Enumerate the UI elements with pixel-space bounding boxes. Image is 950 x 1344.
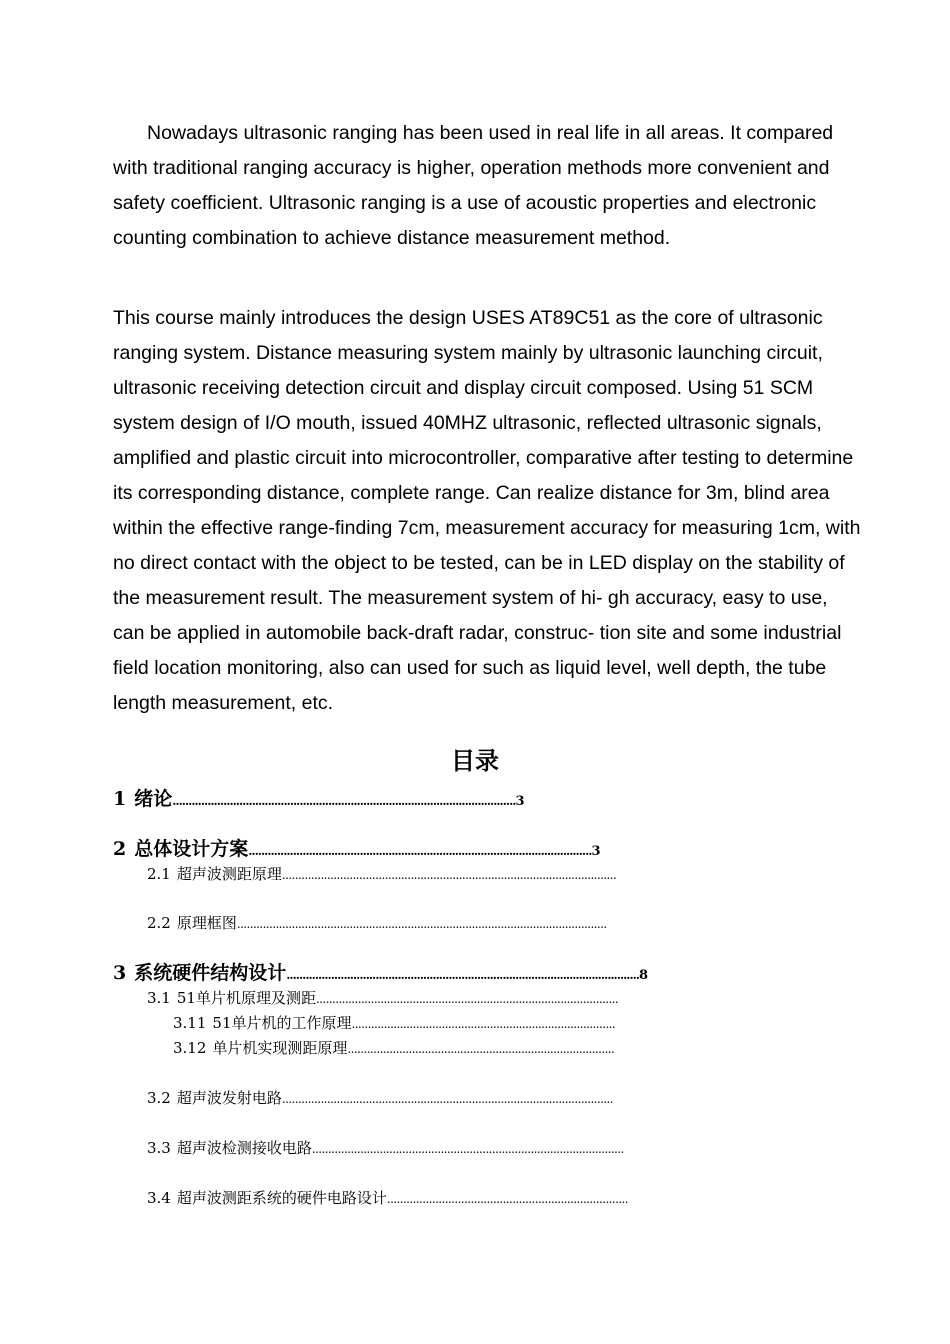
toc-entry-number: 3: [113, 962, 127, 984]
toc-entry-title: 系统硬件结构设计: [134, 962, 287, 984]
abstract-paragraph-1: [113, 116, 863, 256]
toc-leader-dots: ........................................................................................................: [281, 868, 617, 882]
toc-entry-number: 3.11: [173, 1014, 207, 1032]
toc-leader-dots: .......................................................................................................: [281, 1092, 613, 1106]
toc-entry-2-2[interactable]: [147, 912, 607, 935]
toc-entry-number: 2: [113, 838, 127, 860]
toc-entry-number: 2.2: [147, 914, 171, 932]
toc-entry-3-11[interactable]: [173, 1012, 615, 1035]
toc-entry-3-12[interactable]: [173, 1037, 614, 1060]
toc-leader-dots: .................................................................................................: [311, 1142, 624, 1156]
toc-entry-2[interactable]: [113, 836, 601, 865]
toc-entry-3-1[interactable]: [147, 987, 618, 1010]
toc-entry-3-3[interactable]: [147, 1137, 624, 1160]
toc-entry-title: 51单片机原理及测距: [176, 989, 316, 1007]
toc-entry-number: 3.3: [147, 1139, 171, 1157]
toc-entry-title: 绪论: [134, 788, 173, 810]
toc-entry-number: 3.4: [147, 1189, 171, 1207]
toc-leader-dots: ...................................................................................................................: [236, 917, 607, 931]
toc-entry-title: 51单片机的工作原理: [212, 1014, 352, 1032]
toc-entry-1[interactable]: [113, 786, 525, 815]
toc-entry-title: 单片机实现测距原理: [212, 1039, 348, 1057]
toc-leader-dots: ..............................................................................................: [315, 992, 619, 1006]
toc-entry-3-4[interactable]: [147, 1187, 628, 1210]
toc-title: 目录: [451, 747, 499, 775]
toc-entry-title: 超声波检测接收电路: [176, 1139, 312, 1157]
paragraph-text: This course mainly introduces the design USES AT89C51 as the core of ultrasonic ranging system. Distance measuring system mainly by ultrasonic launching circuit, ultrasonic receiving detection circuit and display circuit composed. Using 51 SCM system design of I/O mouth, issued 40MHZ ultrasonic, reflected ultrasonic signals, amplified and plastic circuit into microcontroller, comparative after testing to determine its corresponding distance, complete range. Can realize distance for 3m, blind area within the effective range-finding 7cm, measurement accuracy for measuring 1cm, with no direct contact with the object to be tested, can be in LED display on the stability of the measurement result. The measurement system of hi- gh accuracy, easy to use, can be applied in automobile back-draft radar, construc- tion site and some industrial field location monitoring, also can used for such as liquid level, well depth, the tube length measurement, etc.: [113, 307, 861, 714]
toc-entry-title: 超声波发射电路: [176, 1089, 282, 1107]
toc-leader-dots: ...............................................................................................................: [286, 968, 639, 982]
toc-leader-dots: ............................................................................................................: [248, 844, 592, 858]
toc-entry-number: 3.1: [147, 989, 171, 1007]
abstract-paragraph-2: [113, 301, 863, 721]
toc-entry-number: 3.12: [173, 1039, 207, 1057]
toc-leader-dots: ...................................................................................: [347, 1042, 615, 1056]
toc-leader-dots: ............................................................................................................: [172, 794, 516, 808]
toc-leader-dots: ...........................................................................: [386, 1192, 628, 1206]
toc-entry-title: 原理框图: [176, 914, 237, 932]
toc-page-number: 3: [591, 844, 601, 859]
toc-page-number: 3: [515, 794, 525, 809]
toc-entry-title: 超声波测距原理: [176, 865, 282, 883]
toc-entry-2-1[interactable]: [147, 863, 616, 886]
toc-entry-number: 1: [113, 788, 127, 810]
toc-entry-title: 总体设计方案: [134, 838, 249, 860]
paragraph-text: Nowadays ultrasonic ranging has been used in real life in all areas. It compared with traditional ranging accuracy is higher, operation methods more convenient and safety coefficient. Ultrasonic ranging is a use of acoustic properties and electronic counting combination to achieve distance measurement method.: [113, 122, 834, 249]
toc-entry-3-2[interactable]: [147, 1087, 613, 1110]
toc-entry-3[interactable]: [113, 960, 648, 989]
toc-leader-dots: ..................................................................................: [351, 1017, 616, 1031]
toc-entry-title: 超声波测距系统的硬件电路设计: [176, 1189, 387, 1207]
toc-entry-number: 3.2: [147, 1089, 171, 1107]
toc-page-number: 8: [638, 968, 649, 983]
toc-entry-number: 2.1: [147, 865, 171, 883]
